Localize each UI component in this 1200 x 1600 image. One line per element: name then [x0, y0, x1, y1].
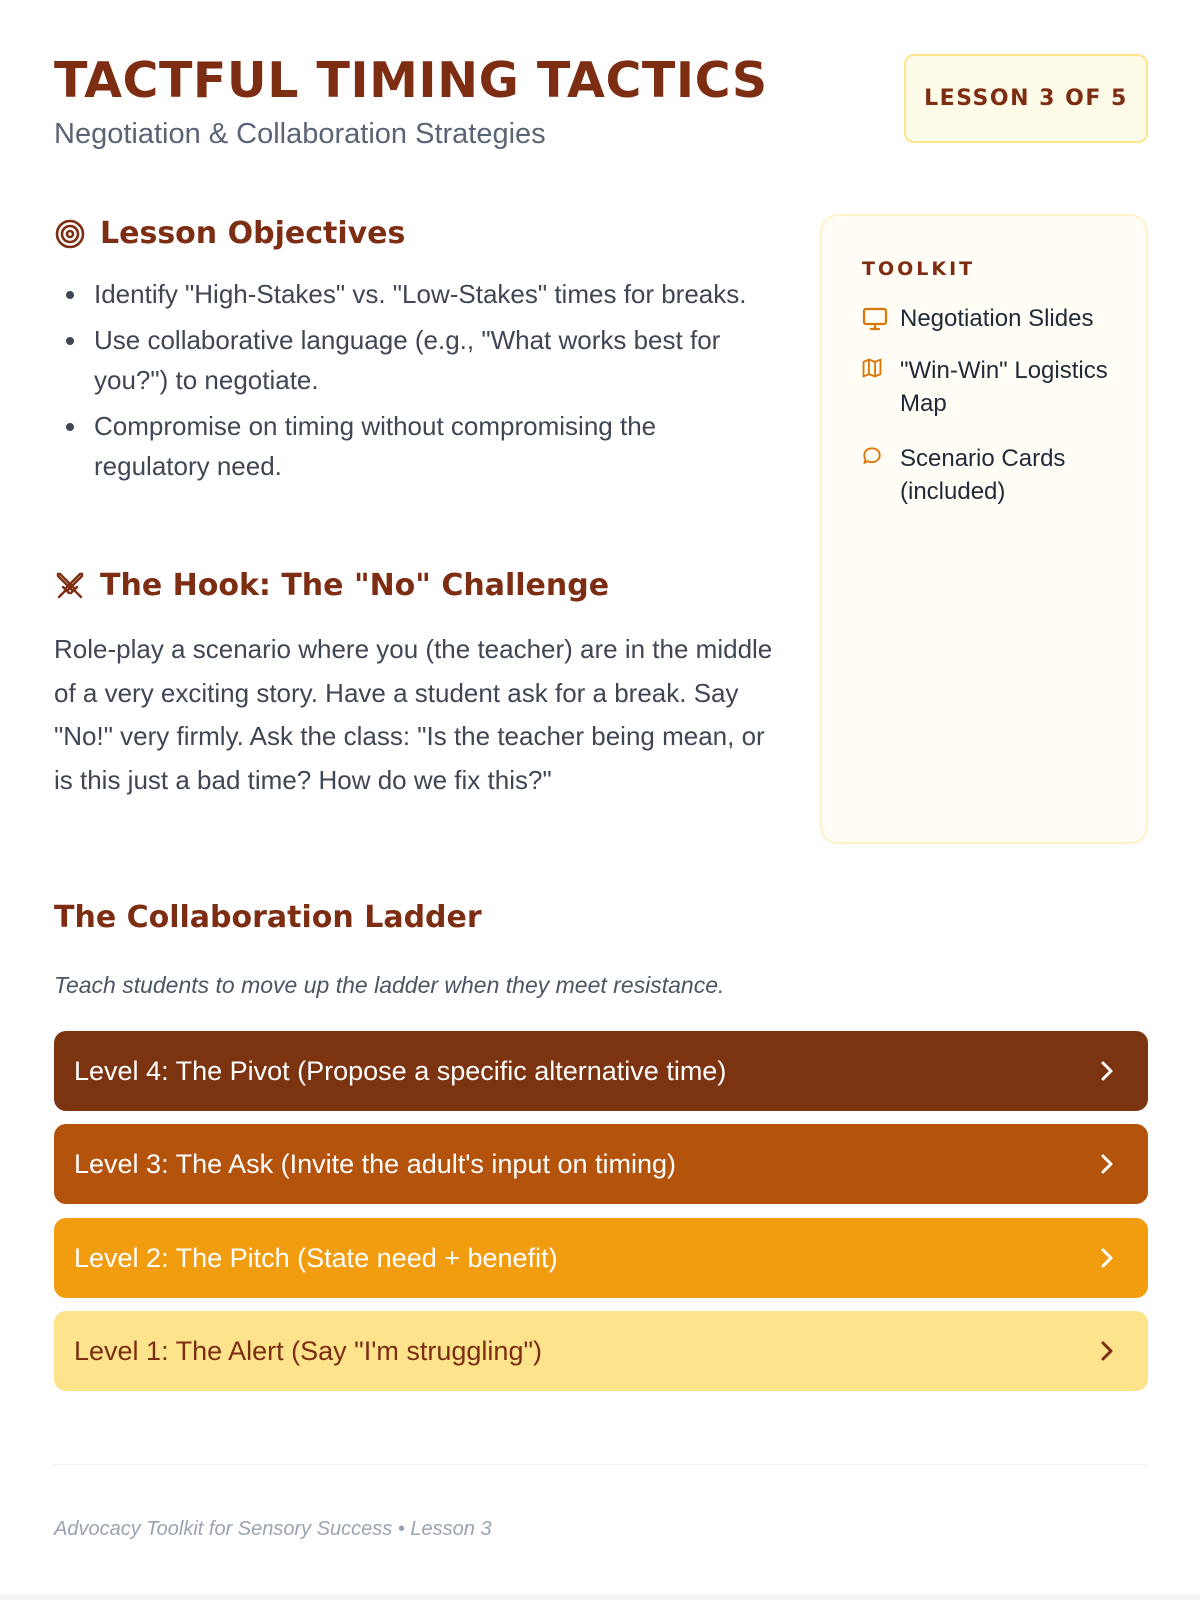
chevron-right-icon [1092, 1056, 1122, 1086]
ladder-subtitle: Teach students to move up the ladder when they meet resistance. [54, 972, 725, 998]
toolkit-item-map[interactable] [862, 354, 1122, 420]
chevron-right-icon [1092, 1336, 1122, 1366]
chat-bubble-icon [862, 446, 888, 472]
list-item: Identify "High-Stakes" vs. "Low-Stakes" times for breaks. [54, 274, 774, 314]
target-icon [54, 218, 86, 250]
toolkit-item-cards[interactable] [862, 442, 1122, 508]
monitor-icon [862, 306, 888, 332]
ladder-level-label: Level 4: The Pivot (Propose a specific alternative time) [74, 1055, 727, 1086]
list-item: Compromise on timing without compromising the regulatory need. [54, 406, 774, 486]
ladder-level-label: Level 3: The Ask (Invite the adult's input on timing) [74, 1148, 676, 1179]
hook-heading-text: The Hook: The "No" Challenge [100, 568, 610, 603]
toolkit-label: TOOLKIT [862, 258, 976, 280]
toolkit-item-label: "Win-Win" Logistics Map [900, 357, 1108, 417]
page-subtitle: Negotiation & Collaboration Strategies [54, 118, 546, 150]
toolkit-panel [820, 214, 1148, 844]
map-icon [862, 358, 888, 384]
hook-heading [54, 568, 609, 603]
ladder-level-label: Level 1: The Alert (Say "I'm struggling") [74, 1335, 543, 1366]
ladder-heading: The Collaboration Ladder [54, 900, 482, 935]
page-title: TACTFUL TIMING TACTICS [54, 52, 768, 109]
lesson-badge: LESSON 3 OF 5 [904, 54, 1148, 143]
hook-paragraph: Role-play a scenario where you (the teacher) are in the middle of a very exciting story. Have a student ask for a break. Say "No!" very firmly. Ask the class: "Is the teacher being mean, or is this just a bad time? How do we fix this?" [54, 634, 773, 795]
ladder-level-3[interactable] [54, 1124, 1148, 1204]
chevron-right-icon [1092, 1243, 1122, 1273]
ladder-level-4[interactable] [54, 1031, 1148, 1111]
crossed-swords-icon [54, 570, 86, 602]
objectives-list [54, 274, 774, 492]
chevron-right-icon [1092, 1149, 1122, 1179]
list-item: Use collaborative language (e.g., "What works best for you?") to negotiate. [54, 320, 774, 400]
footer-divider [54, 1464, 1148, 1465]
objectives-heading [54, 216, 405, 251]
ladder-level-2[interactable] [54, 1218, 1148, 1298]
footer-text: Advocacy Toolkit for Sensory Success • Lesson 3 [54, 1518, 492, 1540]
ladder-level-label: Level 2: The Pitch (State need + benefit) [74, 1242, 558, 1273]
toolkit-item-slides[interactable] [862, 302, 1093, 335]
bottom-bar [0, 1594, 1200, 1600]
toolkit-item-label: Negotiation Slides [900, 305, 1094, 332]
objectives-heading-text: Lesson Objectives [100, 216, 406, 251]
toolkit-item-label: Scenario Cards (included) [900, 445, 1066, 505]
ladder-level-1[interactable] [54, 1311, 1148, 1391]
